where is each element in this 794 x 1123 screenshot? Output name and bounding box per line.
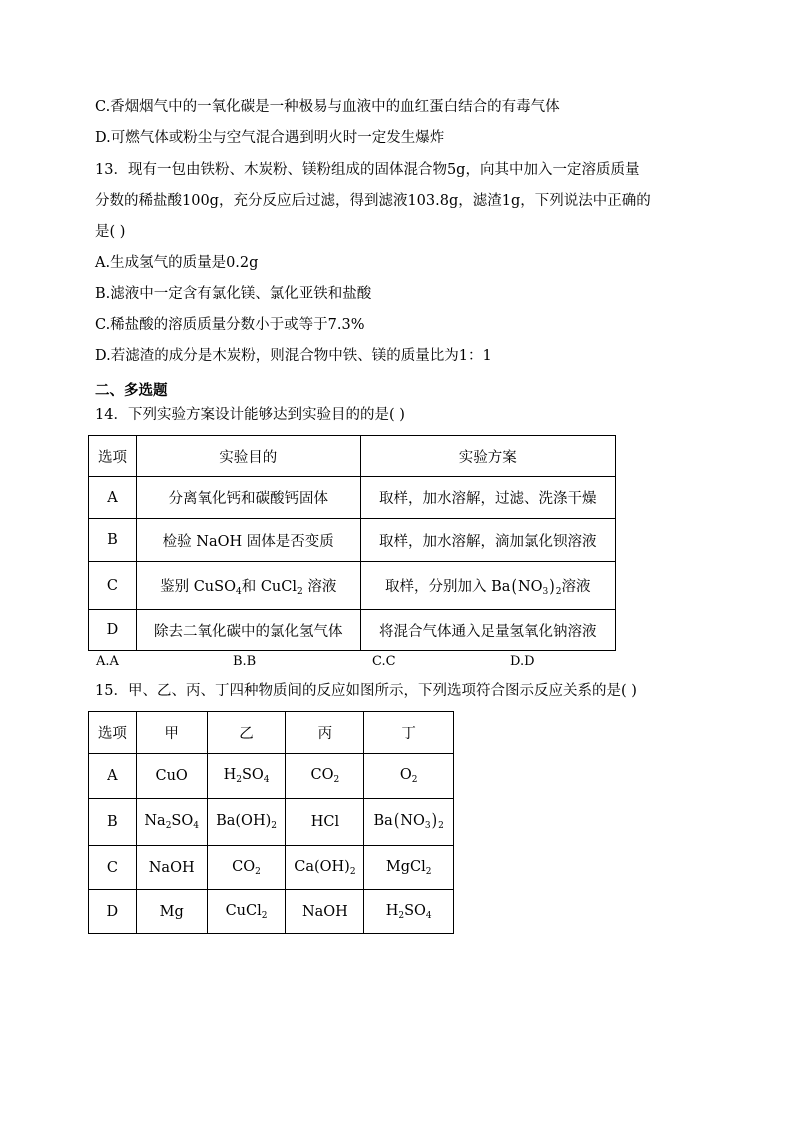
- row-option: B: [89, 799, 137, 846]
- table-row: [89, 890, 454, 934]
- q15-stem: 15．甲、乙、丙、丁四种物质间的反应如图所示，下列选项符合图示反应关系的是( ): [95, 683, 637, 699]
- q14-choice-d: D.D: [510, 654, 535, 669]
- header-option: 选项: [89, 436, 137, 477]
- q12-option-c: C.香烟烟气中的一氧化碳是一种极易与血液中的血红蛋白结合的有毒气体: [95, 99, 560, 115]
- row-option: C: [89, 846, 137, 890]
- row-plan: 取样，加水溶解，过滤、洗涤干燥: [360, 477, 615, 519]
- q15-table: [88, 711, 454, 934]
- cell-ding: $Ba(NO_3)_2$: [364, 799, 454, 846]
- cell-yi: $H_2SO_4$: [207, 754, 286, 799]
- cell-bing: NaOH: [286, 890, 364, 934]
- row-option: A: [89, 477, 137, 519]
- q14-choice-b: B.B: [233, 654, 257, 669]
- cell-ding: MgCl$_2$: [364, 846, 454, 890]
- cell-jia: $Na_2SO_4$: [136, 799, 207, 846]
- cell-jia: Mg: [136, 890, 207, 934]
- table-row: [89, 562, 616, 610]
- row-option: C: [89, 562, 137, 610]
- row-purpose: 检验 NaOH 固体是否变质: [136, 519, 360, 562]
- row-option: B: [89, 519, 137, 562]
- cell-ding: $H_2SO_4$: [364, 890, 454, 934]
- header-ding: 丁: [364, 712, 454, 754]
- row-option: A: [89, 754, 137, 799]
- q13-option-a: A.生成氢气的质量是0.2g: [95, 255, 259, 271]
- cell-bing: $Ca(OH)_2$: [286, 846, 364, 890]
- q14-choice-c: C.C: [372, 654, 396, 669]
- cell-yi: $Ba(OH)_2$: [207, 799, 286, 846]
- cell-jia: NaOH: [136, 846, 207, 890]
- q13-stem-line1: 13．现有一包由铁粉、木炭粉、镁粉组成的固体混合物5g，向其中加入一定溶质质量: [95, 162, 640, 178]
- header-jia: 甲: [136, 712, 207, 754]
- row-purpose: 鉴别 CuSO$_4$和 CuCl$_2$ 溶液: [136, 562, 360, 610]
- cell-yi: $CO_2$: [207, 846, 286, 890]
- row-option: D: [89, 890, 137, 934]
- table-row: [89, 754, 454, 799]
- q13-stem-line2: 分数的稀盐酸100g，充分反应后过滤，得到滤液103.8g，滤渣1g，下列说法中正确的: [95, 193, 651, 209]
- header-bing: 丙: [286, 712, 364, 754]
- table-row: [89, 477, 616, 519]
- q14-table: [88, 435, 616, 651]
- q13-option-d: D.若滤渣的成分是木炭粉，则混合物中铁、镁的质量比为1：1: [95, 348, 492, 364]
- row-plan: 将混合气体通入足量氢氧化钠溶液: [360, 610, 615, 651]
- q13-stem-line3: 是( ): [95, 224, 126, 240]
- row-option: D: [89, 610, 137, 651]
- cell-bing: $CO_2$: [286, 754, 364, 799]
- table-row: [89, 846, 454, 890]
- cell-bing: HCl: [286, 799, 364, 846]
- cell-jia: CuO: [136, 754, 207, 799]
- table-header-row: [89, 712, 454, 754]
- header-plan: 实验方案: [360, 436, 615, 477]
- table-header-row: [89, 436, 616, 477]
- row-purpose: 除去二氧化碳中的氯化氢气体: [136, 610, 360, 651]
- header-yi: 乙: [207, 712, 286, 754]
- q14-choice-a: A.A: [96, 654, 119, 669]
- q13-option-b: B.滤液中一定含有氯化镁、氯化亚铁和盐酸: [95, 286, 372, 302]
- cell-ding: $O_2$: [364, 754, 454, 799]
- header-option: 选项: [89, 712, 137, 754]
- cell-yi: CuCl$_2$: [207, 890, 286, 934]
- row-purpose: 分离氧化钙和碳酸钙固体: [136, 477, 360, 519]
- q14-stem: 14．下列实验方案设计能够达到实验目的的是( ): [95, 407, 405, 423]
- table-row: [89, 519, 616, 562]
- table-row: [89, 610, 616, 651]
- section-title: 二、多选题: [95, 383, 168, 399]
- table-row: [89, 799, 454, 846]
- q12-option-d: D.可燃气体或粉尘与空气混合遇到明火时一定发生爆炸: [95, 130, 445, 146]
- q13-option-c: C.稀盐酸的溶质质量分数小于或等于7.3%: [95, 317, 365, 333]
- header-purpose: 实验目的: [136, 436, 360, 477]
- row-plan: 取样，分别加入 $Ba(NO_3)_2$溶液: [360, 562, 615, 610]
- row-plan: 取样，加水溶解，滴加氯化钡溶液: [360, 519, 615, 562]
